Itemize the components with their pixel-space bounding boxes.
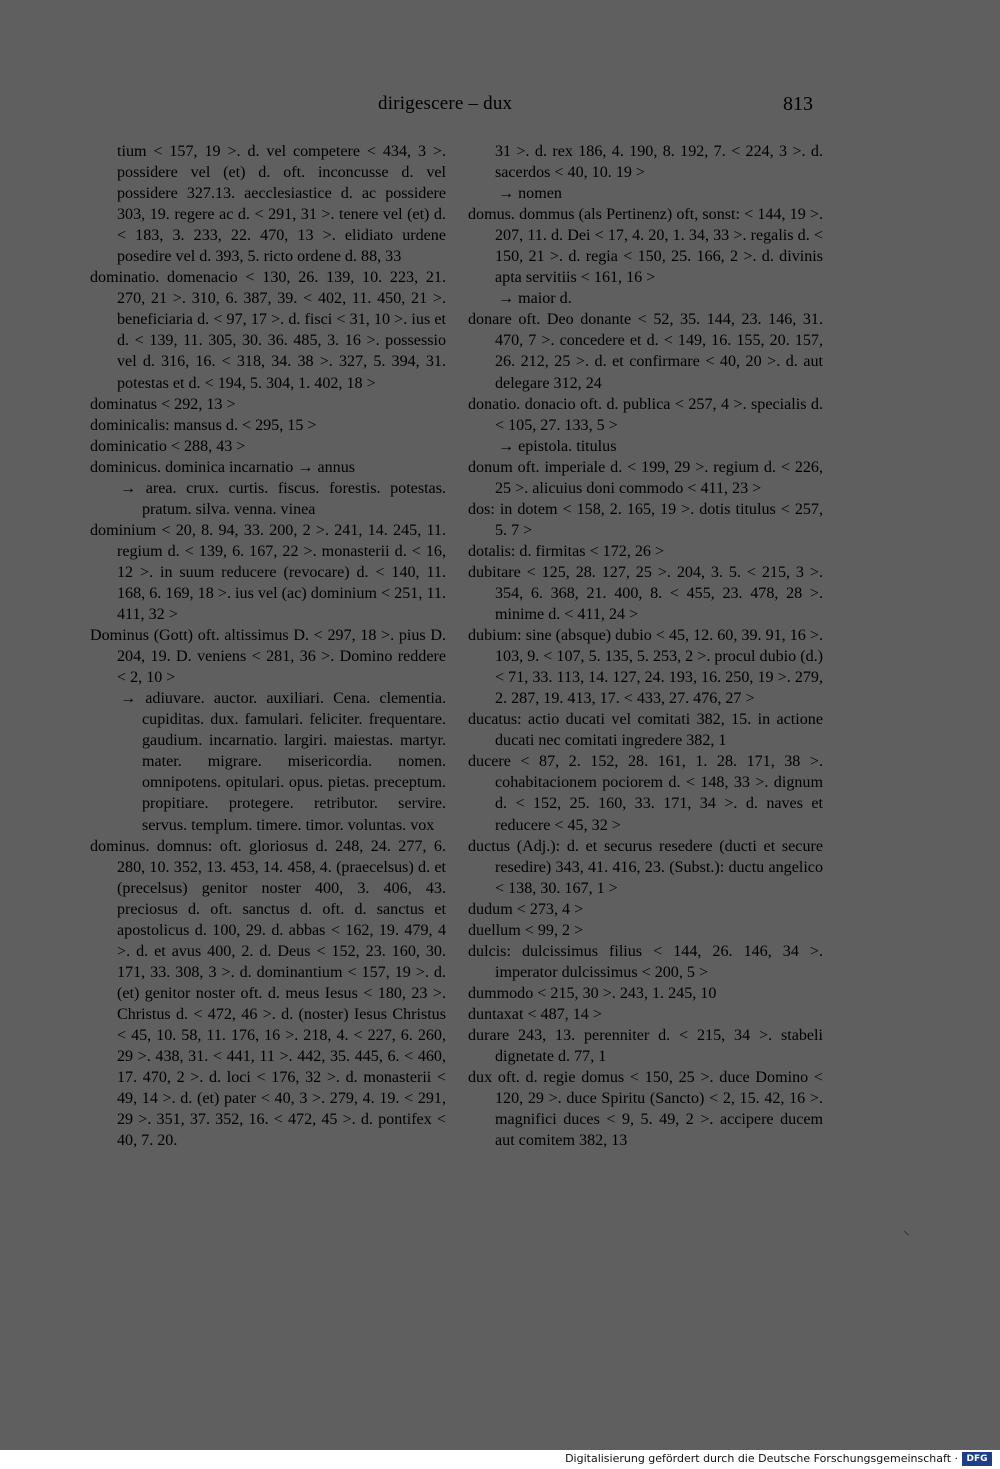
index-entry: dominium < 20, 8. 94, 33. 200, 2 >. 241, 14. 245, 11. regium d. < 139, 6. 167, 22 >. monasterii d. < 16, 12 >. in suum reducere (revocare) d. < 140, 11. 168, 6. 169, 18 >. ius vel (ac) dominium < 251, 11. 411, 32 > bbox=[90, 521, 446, 624]
dfg-logo-icon: DFG bbox=[962, 1452, 992, 1466]
index-entry: dominus. domnus: oft. gloriosus d. 248, 24. 277, 6. 280, 10. 352, 13. 453, 14. 458, 4. (praecelsus) d. et (precelsus) genitor noster 400, 3. 406, 43. preciosus d. oft. sanctus d. oft. d. sanctus et apostolicus d. 100, 29. d. abbas < 162, 19. 479, 4 >. d. et avus 400, 2. d. Deus < 152, 23. 160, 30. 171, 33. 308, 3 >. d. dominantium < 157, 19 >. d. (et) genitor noster oft. d. meus Iesus < 180, 23 >. Christus d. < 472, 46 >. d. (noster) Iesus Christus < 45, 10. 58, 11. 176, 16 >. 218, 4. < 227, 6. 260, 29 >. 438, 31. < 441, 11 >. 442, 35. 445, 6. < 460, 17. 470, 2 >. d. loci < 176, 32 >. d. monasterii < 49, 14 >. d. (et) pater < 40, 3 >. 279, 4. 19. < 291, 29 >. 351, 37. 352, 16. < 472, 45 >. d. pontifex < 40, 7. 20. bbox=[90, 837, 446, 1150]
footer-bar bbox=[0, 1450, 1000, 1469]
cross-reference: → area. crux. curtis. fiscus. forestis. potestas. pratum. silva. venna. vinea bbox=[120, 479, 446, 518]
cross-reference: → epistola. titulus bbox=[498, 437, 617, 455]
page-number: 813 bbox=[783, 93, 813, 115]
page-header bbox=[0, 93, 1000, 121]
index-entry: dominicalis: mansus d. < 295, 15 > bbox=[90, 416, 317, 434]
index-entry: dubitare < 125, 28. 127, 25 >. 204, 3. 5. < 215, 3 >. 354, 6. 368, 21. 400, 8. < 455, 23. 478, 28 >. minime d. < 411, 24 > bbox=[468, 563, 823, 624]
right-column bbox=[468, 141, 823, 1151]
index-entry: ductus (Adj.): d. et securus resedere (ducti et secure resedire) 343, 41. 416, 23. (Subst.): ductu angelico < 138, 30. 167, 1 > bbox=[468, 837, 823, 897]
running-title: dirigescere – dux bbox=[378, 93, 513, 114]
index-entry: duntaxat < 487, 14 > bbox=[468, 1005, 602, 1023]
index-entry: dominicus. dominica incarnatio → annus bbox=[90, 458, 356, 476]
index-entry: dominatio. domenacio < 130, 26. 139, 10. 223, 21. 270, 21 >. 310, 6. 387, 39. < 402, 11. 450, 21 >. beneficiaria d. < 97, 17 >. d. fisci < 31, 10 >. ius et d. < 139, 11. 305, 30. 36. 485, 3. 16 >. possessio vel d. 316, 16. < 318, 34. 38 >. 327, 5. 394, 31. potestas et d. < 194, 5. 304, 1. 402, 18 > bbox=[90, 269, 446, 392]
entry-continuation: tium < 157, 19 >. d. vel competere < 434, 3 >. possidere vel (et) d. oft. inconcusse d. vel possidere 327.13. aecclesiastice d. ac possidere 303, 19. regere ac d. < 291, 31 >. tenere vel (et) d. < 183, 3. 233, 22. 470, 13 >. elidiato urdene posedire vel d. 393, 5. ricto ordene d. 88, 33 bbox=[117, 143, 446, 266]
index-entry: dotalis: d. firmitas < 172, 26 > bbox=[468, 542, 665, 560]
index-entry: dudum < 273, 4 > bbox=[468, 900, 584, 918]
index-entry: dux oft. d. regie domus < 150, 25 >. duce Domino < 120, 29 >. duce Spiritu (Sancto) < 2, 15. 42, 16 >. magnifici duces < 9, 5. 49, 2 >. accipere ducem aut comitem 382, 13 bbox=[468, 1069, 823, 1150]
index-entry: donum oft. imperiale d. < 199, 29 >. regium d. < 226, 25 >. alicuius doni commodo < 411, 23 > bbox=[468, 458, 823, 497]
index-entry: ducere < 87, 2. 152, 28. 161, 1. 28. 171, 38 >. cohabitacionem pociorem d. < 148, 33 >. dignum d. < 152, 25. 160, 33. 171, 34 >. d. naves et reducere < 45, 32 > bbox=[468, 753, 823, 834]
index-entry: dubium: sine (absque) dubio < 45, 12. 60, 39. 91, 16 >. 103, 9. < 107, 5. 135, 5. 253, 2 >. procul dubio (d.) < 71, 33. 113, 14. 127, 24. 193, 16. 250, 19 >. 279, 2. 287, 19. 413, 17. < 433, 27. 476, 27 > bbox=[468, 627, 823, 708]
cross-reference: → nomen bbox=[498, 185, 562, 203]
index-entry: dos: in dotem < 158, 2. 165, 19 >. dotis titulus < 257, 5. 7 > bbox=[468, 500, 823, 539]
left-column bbox=[90, 141, 446, 1151]
index-entry: dummodo < 215, 30 >. 243, 1. 245, 10 bbox=[468, 984, 717, 1002]
index-entry: dominicatio < 288, 43 > bbox=[90, 437, 246, 455]
footer-credit: Digitalisierung gefördert durch die Deutsche Forschungsgemeinschaft · bbox=[565, 1452, 958, 1465]
cross-reference: → adiuvare. auctor. auxiliari. Cena. clementia. cupiditas. dux. famulari. feliciter. frequentare. gaudium. incarnatio. largiri. maiestas. martyr. mater. migrare. misericordia. nomen. omnipotens. opitulari. opus. pietas. preceptum. propitiare. protegere. retributor. servire. servus. templum. timere. timor. voluntas. vox bbox=[120, 690, 446, 834]
index-entry: donare oft. Deo donante < 52, 35. 144, 23. 146, 31. 470, 7 >. concedere et d. < 149, 16. 155, 20. 157, 26. 212, 25 >. d. et confirmare < 40, 20 >. d. aut delegare 312, 24 bbox=[468, 311, 823, 392]
stray-mark bbox=[904, 1226, 913, 1235]
index-entry: domus. dommus (als Pertinenz) oft, sonst: < 144, 19 >. 207, 11. d. Dei < 17, 4. 20, 1. 34, 33 >. regalis d. < 150, 21 >. d. regia < 150, 25. 166, 2 >. d. divinis apta servitiis < 161, 16 > bbox=[468, 206, 823, 287]
cross-reference: → maior d. bbox=[498, 290, 572, 308]
index-entry: donatio. donacio oft. d. publica < 257, 4 >. specialis d. < 105, 27. 133, 5 > bbox=[468, 395, 823, 434]
index-entry: dulcis: dulcissimus filius < 144, 26. 146, 34 >. imperator dulcissimus < 200, 5 > bbox=[468, 942, 823, 981]
index-entry: duellum < 99, 2 > bbox=[468, 921, 584, 939]
index-entry: durare 243, 13. perenniter d. < 215, 34 >. stabeli dignetate d. 77, 1 bbox=[468, 1026, 823, 1066]
entry-continuation: 31 >. d. rex 186, 4. 190, 8. 192, 7. < 224, 3 >. d. sacerdos < 40, 10. 19 > bbox=[495, 143, 823, 182]
index-entry: ducatus: actio ducati vel comitati 382, 15. in actione ducati nec comitati ingredere 382, 1 bbox=[468, 711, 823, 750]
index-entry: Dominus (Gott) oft. altissimus D. < 297, 18 >. pius D. 204, 19. D. veniens < 281, 36 >. Domino reddere < 2, 10 > bbox=[90, 627, 446, 687]
index-entry: dominatus < 292, 13 > bbox=[90, 395, 236, 413]
